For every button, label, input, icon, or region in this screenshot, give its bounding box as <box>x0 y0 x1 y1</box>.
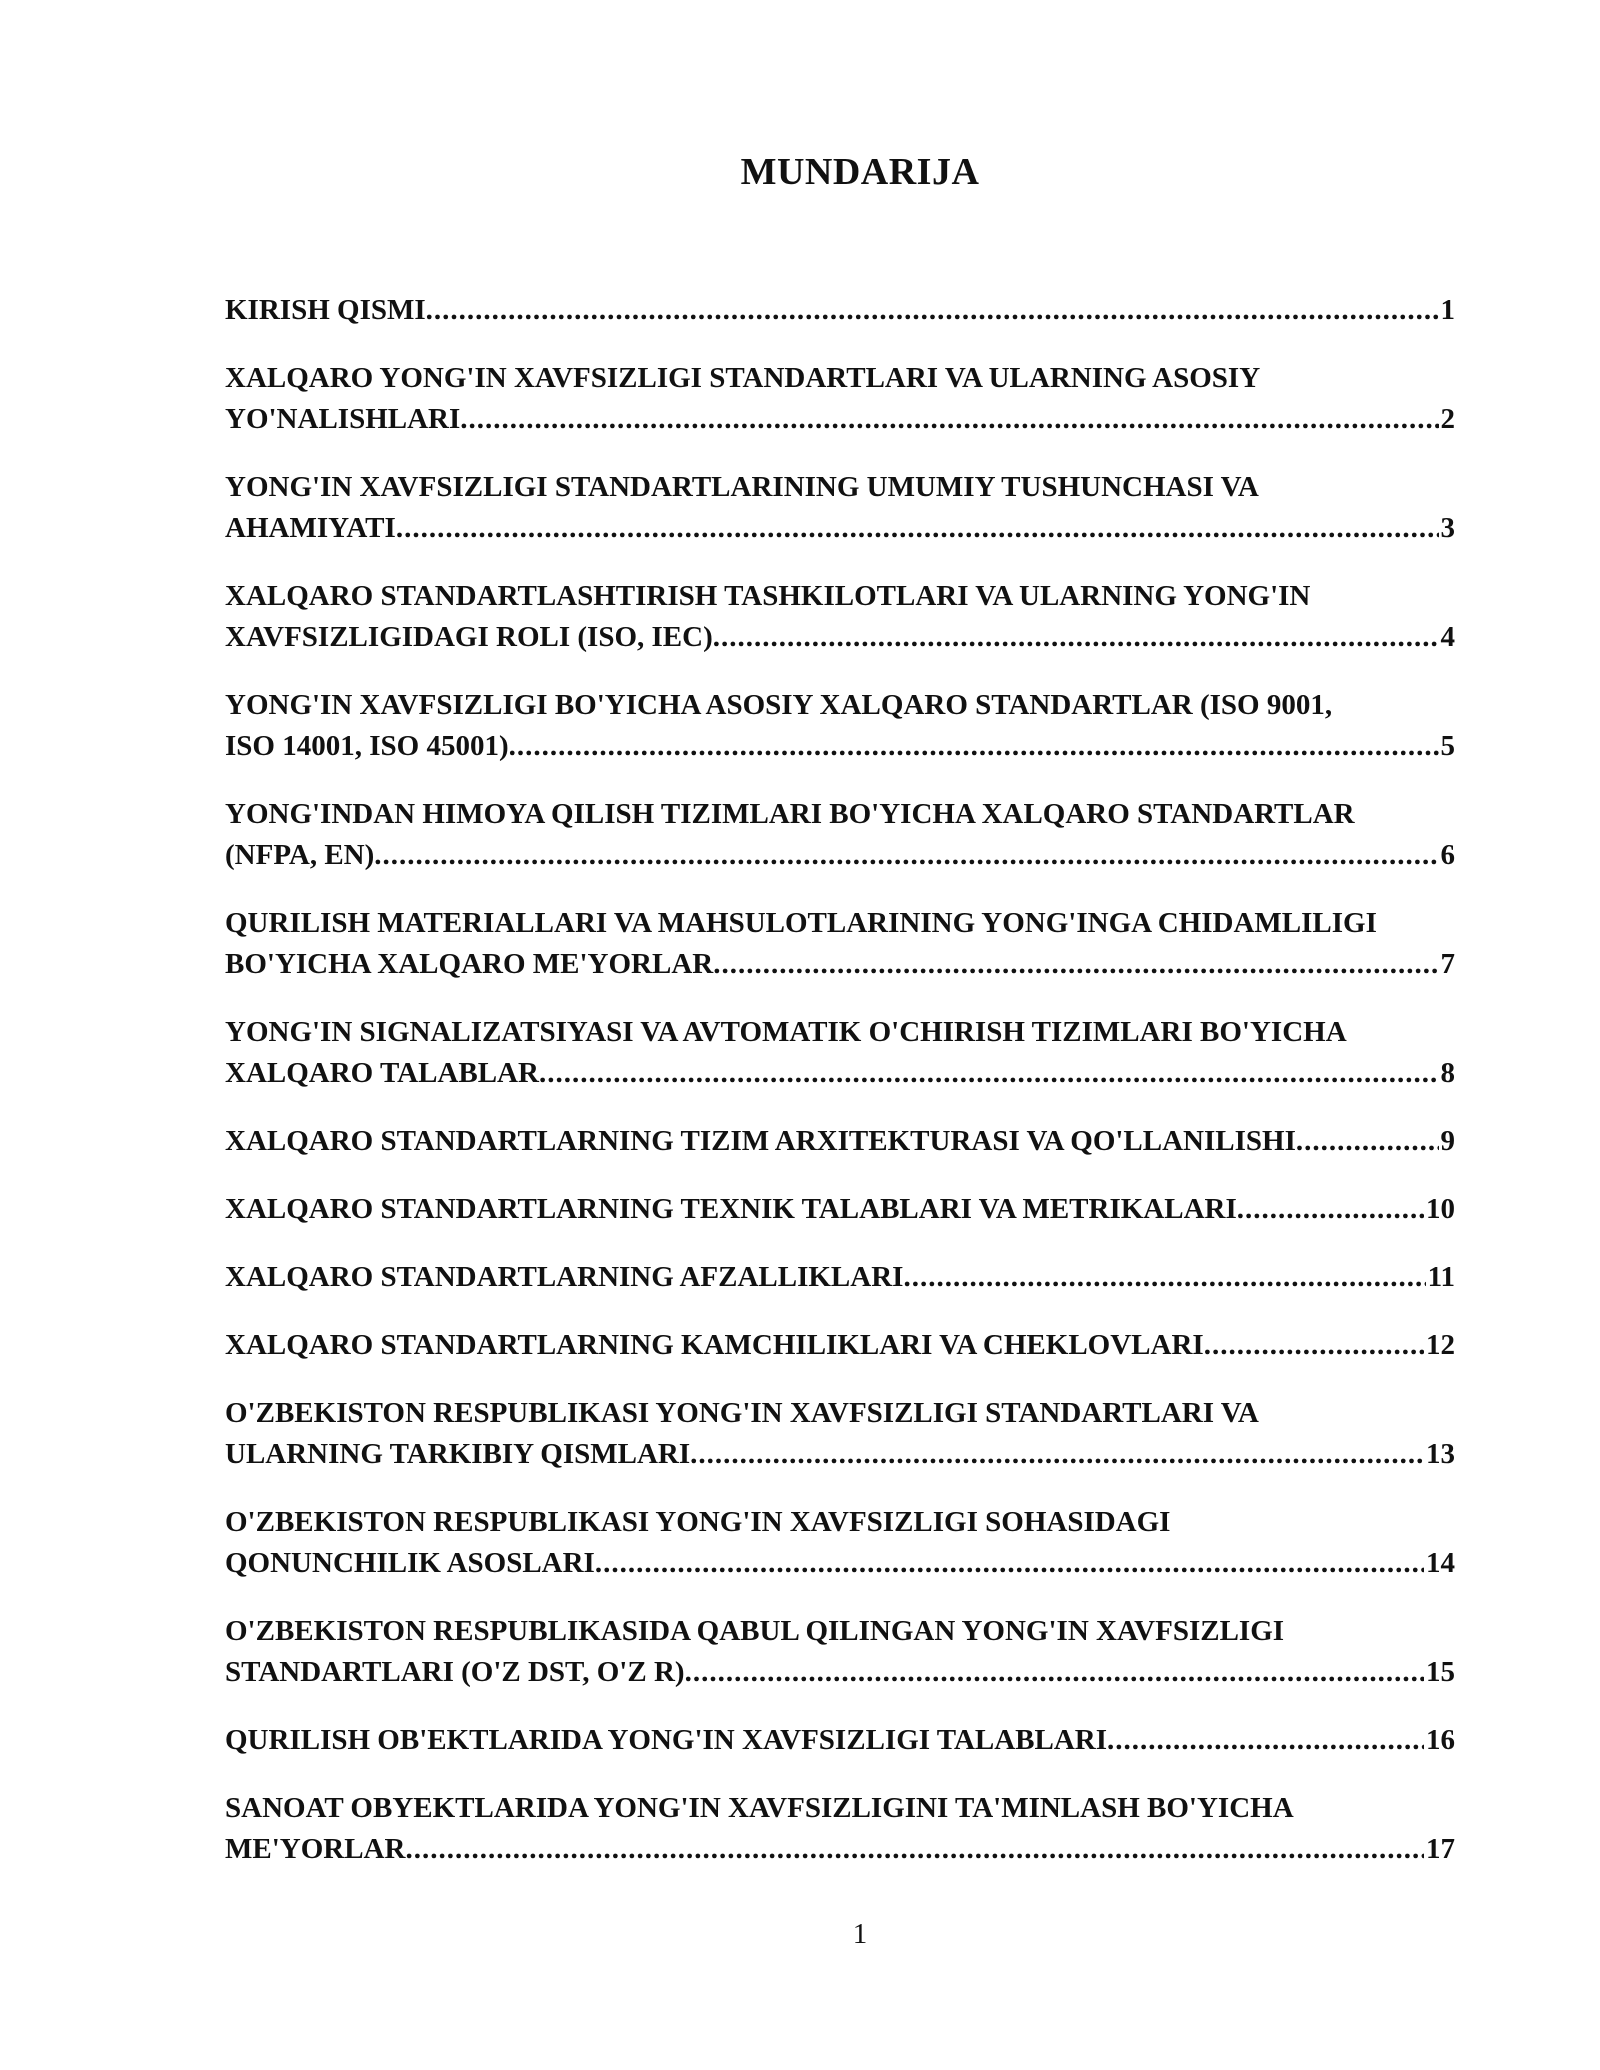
toc-entry-page-number: 15 <box>1426 1656 1455 1688</box>
toc-entry[interactable] <box>225 1720 1455 1761</box>
toc-entry-title-line: XALQARO STANDARTLARNING TEXNIK TALABLARI VA METRIKALARI <box>225 1193 1237 1225</box>
toc-entry-title-line: XALQARO STANDARTLASHTIRISH TASHKILOTLARI VA ULARNING YONG'IN <box>225 580 1311 612</box>
toc-entry-page-number: 7 <box>1440 948 1455 980</box>
toc-entry-final-line <box>225 1257 1455 1298</box>
toc-entry-final-line <box>225 1829 1455 1870</box>
toc-entry-final-line <box>225 1652 1455 1693</box>
page-number: 1 <box>852 1918 868 1950</box>
toc-entry-page-number: 16 <box>1426 1724 1455 1756</box>
dot-leader <box>1204 1325 1424 1366</box>
table-of-contents <box>225 290 1455 1897</box>
toc-entry[interactable] <box>225 903 1455 985</box>
toc-entry-title-line: XALQARO STANDARTLARNING TIZIM ARXITEKTURASI VA QO'LLANILISHI <box>225 1125 1296 1157</box>
toc-entry-title-line: YONG'IN XAVFSIZLIGI BO'YICHA ASOSIY XALQARO STANDARTLAR (ISO 9001, <box>225 689 1333 721</box>
toc-entry-title-line: KIRISH QISMI <box>225 294 426 326</box>
toc-entry[interactable] <box>225 1502 1455 1584</box>
toc-entry[interactable] <box>225 1393 1455 1475</box>
dot-leader <box>460 399 1438 440</box>
dot-leader <box>539 1053 1439 1094</box>
toc-entry-title-line: XALQARO YONG'IN XAVFSIZLIGI STANDARTLARI VA ULARNING ASOSIY <box>225 362 1261 394</box>
toc-entry-final-line <box>225 1053 1455 1094</box>
toc-entry-title-line: YONG'IN SIGNALIZATSIYASI VA AVTOMATIK O'CHIRISH TIZIMLARI BO'YICHA <box>225 1016 1347 1048</box>
toc-entry-title-line: SANOAT OBYEKTLARIDA YONG'IN XAVFSIZLIGINI TA'MINLASH BO'YICHA <box>225 1792 1294 1824</box>
toc-entry-title-line: QURILISH OB'EKTLARIDA YONG'IN XAVFSIZLIGI TALABLARI <box>225 1724 1108 1756</box>
toc-entry[interactable] <box>225 685 1455 767</box>
toc-entry-final-line <box>225 835 1455 876</box>
toc-entry-page-number: 9 <box>1440 1125 1455 1157</box>
toc-entry-title-line: XALQARO STANDARTLARNING KAMCHILIKLARI VA CHEKLOVLARI <box>225 1329 1204 1361</box>
toc-entry-title-line: YONG'IN XAVFSIZLIGI STANDARTLARINING UMUMIY TUSHUNCHASI VA <box>225 471 1259 503</box>
toc-entry-page-number: 1 <box>1440 294 1455 326</box>
toc-entry-page-number: 2 <box>1440 403 1455 435</box>
toc-entry-page-number: 6 <box>1440 839 1455 871</box>
dot-leader <box>1107 1720 1424 1761</box>
toc-entry-page-number: 3 <box>1440 512 1455 544</box>
toc-entry-title-line: QURILISH MATERIALLARI VA MAHSULOTLARINING YONG'INGA CHIDAMLILIGI <box>225 907 1377 939</box>
toc-entry-final-line <box>225 290 1455 331</box>
toc-entry-page-number: 11 <box>1427 1261 1455 1293</box>
toc-entry-final-line <box>225 617 1455 658</box>
toc-entry-title-line: AHAMIYATI <box>225 512 396 544</box>
toc-entry-page-number: 13 <box>1426 1438 1455 1470</box>
toc-entry-final-line <box>225 1189 1455 1230</box>
toc-entry-title-line: YONG'INDAN HIMOYA QILISH TIZIMLARI BO'YICHA XALQARO STANDARTLAR <box>225 798 1355 830</box>
toc-entry-title-line: O'ZBEKISTON RESPUBLIKASI YONG'IN XAVFSIZLIGI SOHASIDAGI <box>225 1506 1171 1538</box>
toc-entry-title-line: XALQARO TALABLAR <box>225 1057 539 1089</box>
dot-leader <box>595 1543 1424 1584</box>
toc-entry[interactable] <box>225 290 1455 331</box>
toc-entry-title-line: O'ZBEKISTON RESPUBLIKASI YONG'IN XAVFSIZLIGI STANDARTLARI VA <box>225 1397 1259 1429</box>
toc-entry-page-number: 12 <box>1426 1329 1455 1361</box>
toc-entry-title-line: STANDARTLARI (O'Z DST, O'Z R) <box>225 1656 685 1688</box>
toc-entry-title-line: XAVFSIZLIGIDAGI ROLI (ISO, IEC) <box>225 621 713 653</box>
toc-entry[interactable] <box>225 358 1455 440</box>
toc-entry-final-line <box>225 726 1455 767</box>
dot-leader <box>1237 1189 1424 1230</box>
toc-entry-title-line: ISO 14001, ISO 45001) <box>225 730 509 762</box>
toc-entry-title-line: YO'NALISHLARI <box>225 403 461 435</box>
dot-leader <box>405 1829 1424 1870</box>
toc-entry[interactable] <box>225 467 1455 549</box>
dot-leader <box>396 508 1439 549</box>
dot-leader <box>426 290 1439 331</box>
toc-entry-title-line: (NFPA, EN) <box>225 839 375 871</box>
toc-entry-page-number: 4 <box>1440 621 1455 653</box>
toc-entry-title-line: O'ZBEKISTON RESPUBLIKASIDA QABUL QILINGAN YONG'IN XAVFSIZLIGI <box>225 1615 1285 1647</box>
toc-entry[interactable] <box>225 794 1455 876</box>
toc-entry-title-line: ME'YORLAR <box>225 1833 406 1865</box>
dot-leader <box>903 1257 1425 1298</box>
toc-entry-title-line: QONUNCHILIK ASOSLARI <box>225 1547 595 1579</box>
dot-leader <box>690 1434 1424 1475</box>
toc-entry-final-line <box>225 1121 1455 1162</box>
toc-entry-page-number: 10 <box>1426 1193 1455 1225</box>
dot-leader <box>374 835 1438 876</box>
toc-entry-final-line <box>225 1434 1455 1475</box>
dot-leader <box>713 944 1438 985</box>
page-title: MUNDARIJA <box>740 151 980 193</box>
dot-leader <box>509 726 1439 767</box>
toc-entry[interactable] <box>225 576 1455 658</box>
toc-entry-final-line <box>225 944 1455 985</box>
toc-entry[interactable] <box>225 1788 1455 1870</box>
toc-entry-page-number: 14 <box>1426 1547 1455 1579</box>
dot-leader <box>685 1652 1424 1693</box>
toc-entry[interactable] <box>225 1189 1455 1230</box>
toc-entry[interactable] <box>225 1611 1455 1693</box>
dot-leader <box>713 617 1439 658</box>
toc-entry-title-line: XALQARO STANDARTLARNING AFZALLIKLARI <box>225 1261 904 1293</box>
toc-entry[interactable] <box>225 1325 1455 1366</box>
toc-entry-page-number: 8 <box>1440 1057 1455 1089</box>
toc-entry-page-number: 17 <box>1426 1833 1455 1865</box>
toc-entry[interactable] <box>225 1121 1455 1162</box>
toc-entry-final-line <box>225 1720 1455 1761</box>
toc-entry-final-line <box>225 508 1455 549</box>
dot-leader <box>1296 1121 1439 1162</box>
toc-entry-title-line: BO'YICHA XALQARO ME'YORLAR <box>225 948 714 980</box>
toc-entry-final-line <box>225 1543 1455 1584</box>
toc-entry[interactable] <box>225 1012 1455 1094</box>
toc-entry-final-line <box>225 1325 1455 1366</box>
toc-entry-page-number: 5 <box>1440 730 1455 762</box>
toc-entry-title-line: ULARNING TARKIBIY QISMLARI <box>225 1438 691 1470</box>
toc-entry-final-line <box>225 399 1455 440</box>
toc-entry[interactable] <box>225 1257 1455 1298</box>
